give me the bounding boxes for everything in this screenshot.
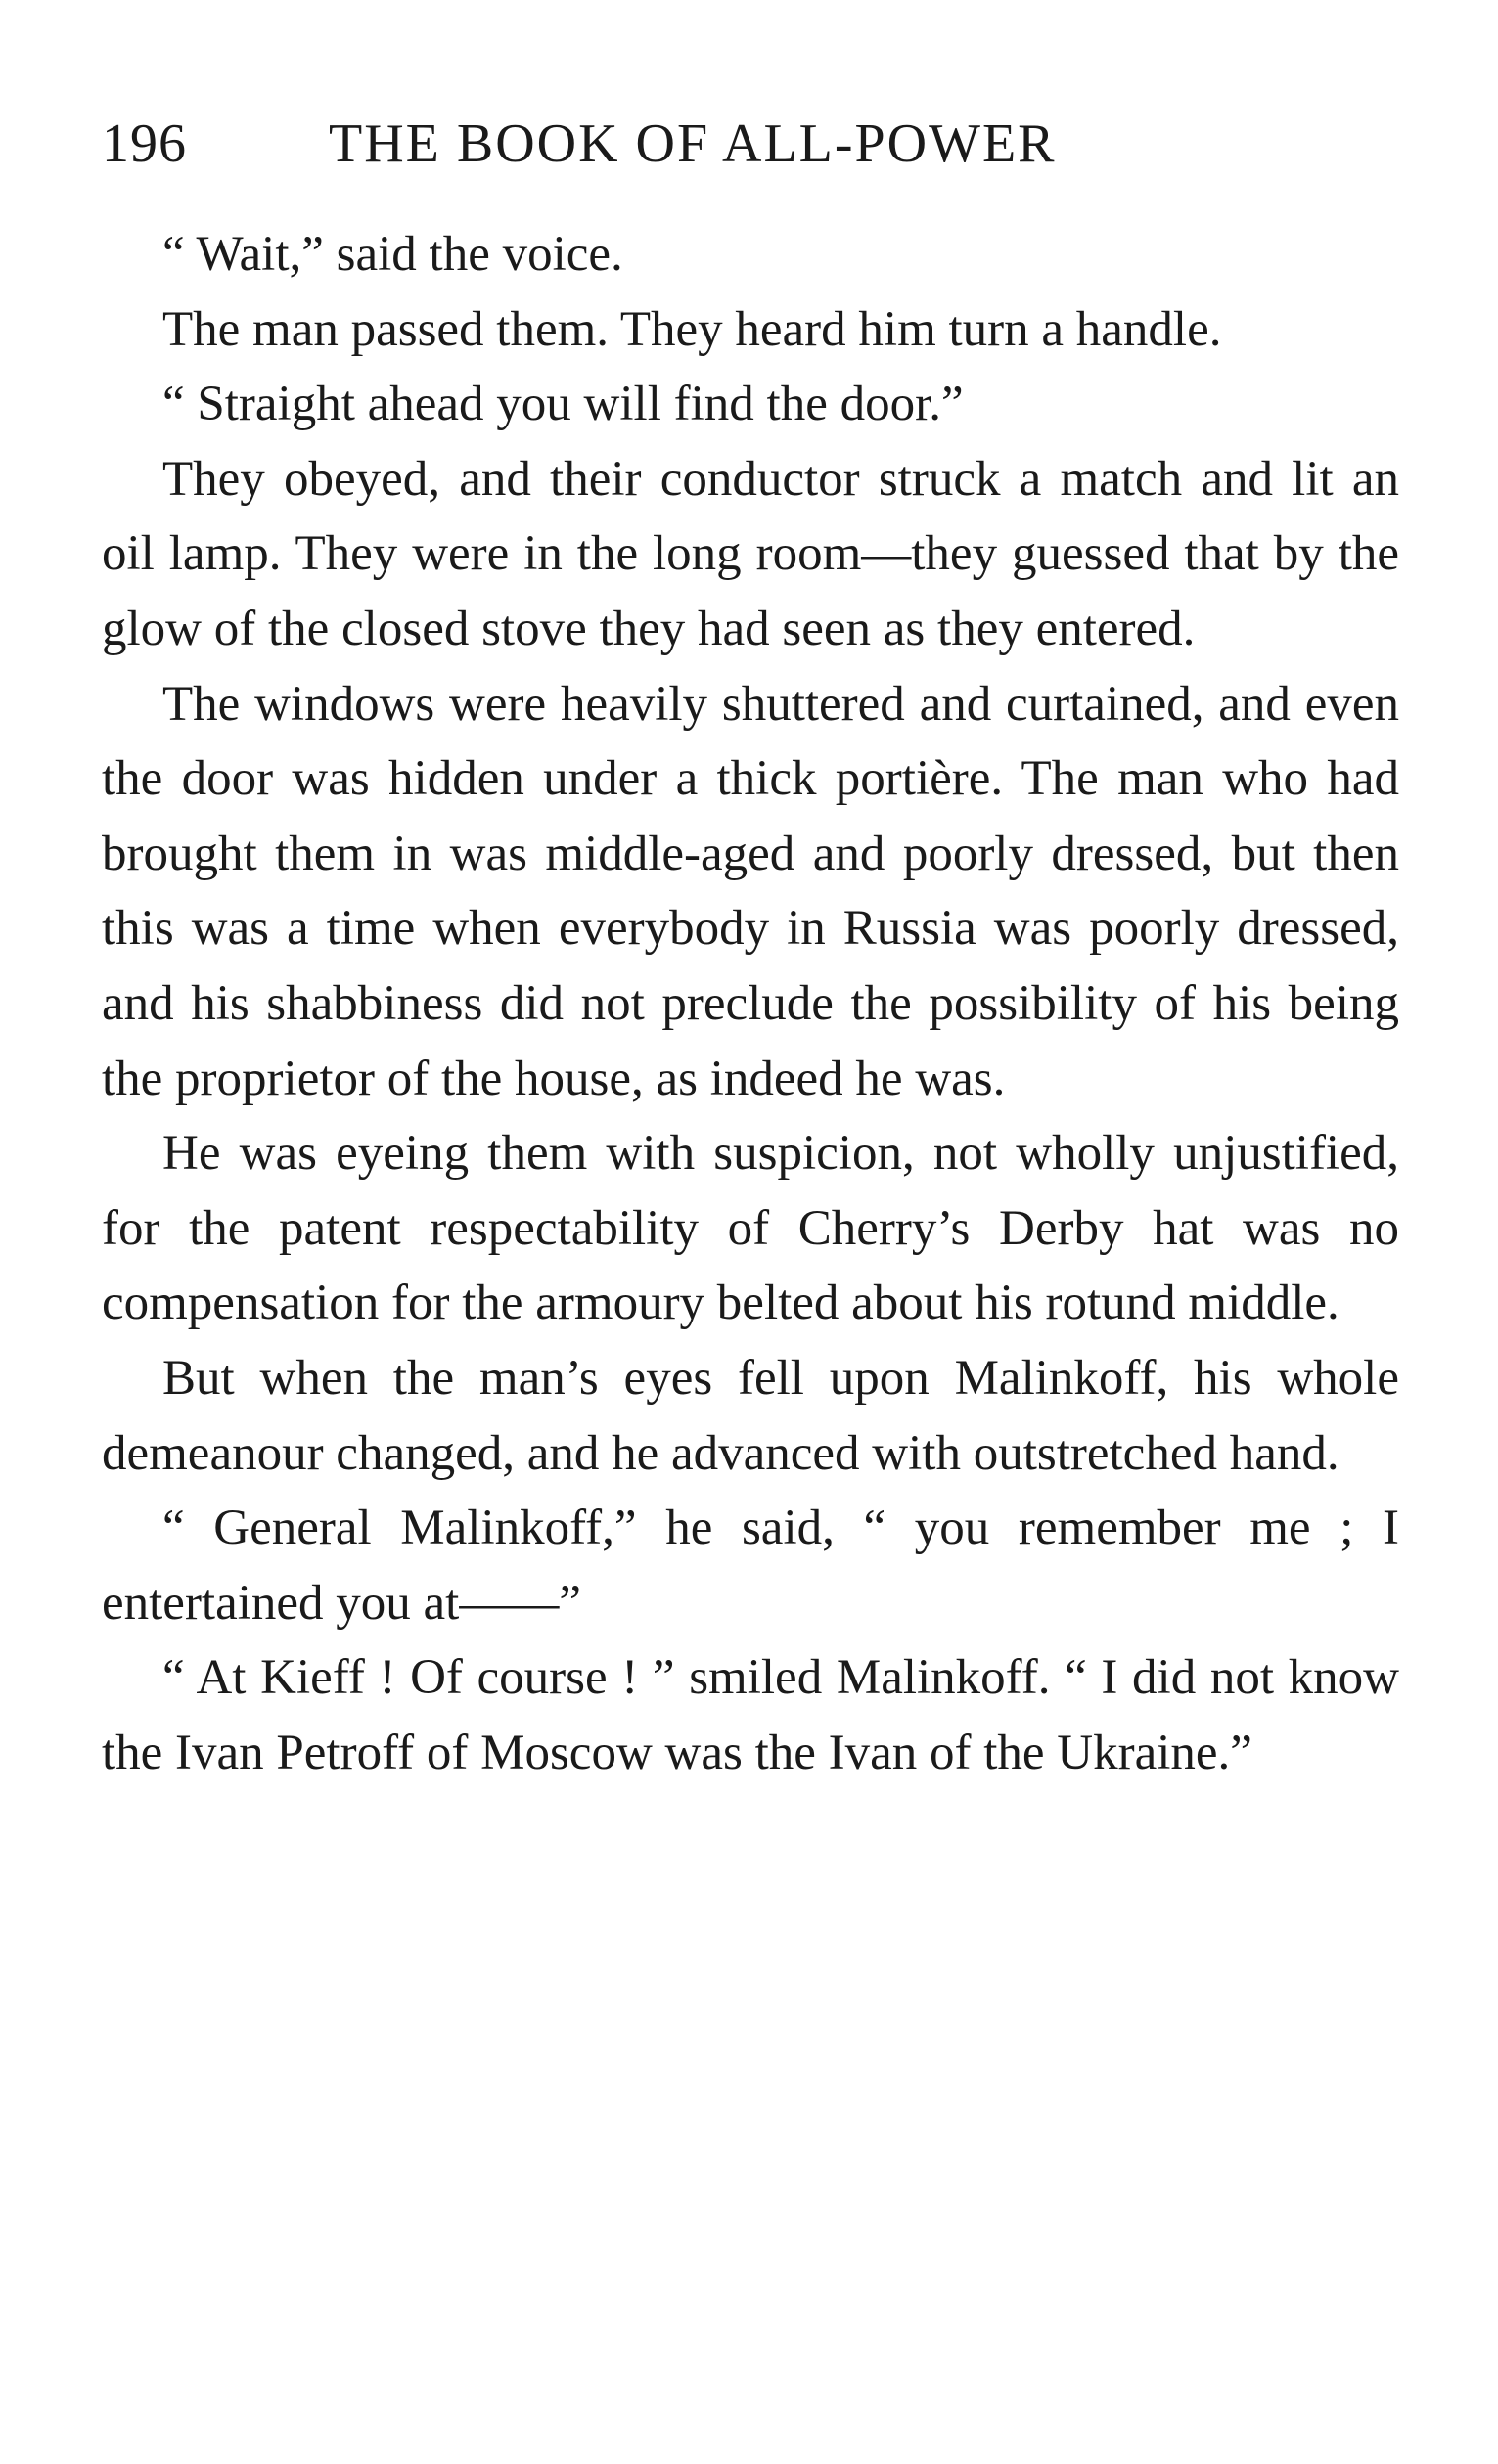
text-body bbox=[102, 217, 1399, 1790]
paragraph-eyeing: He was eyeing them with suspicion, not wholly unjustified, for the patent respectability of Cherry’s Derby hat was no compensation for the armoury belted about his rotund middle. bbox=[102, 1126, 1399, 1331]
paragraph-general: “ General Malinkoff,” he said, “ you remember me ; I entertained you at——” bbox=[102, 1501, 1399, 1631]
running-head bbox=[102, 110, 1413, 178]
paragraph-wait: “ Wait,” said the voice. bbox=[162, 227, 623, 282]
running-title: THE BOOK OF ALL-POWER bbox=[329, 113, 1057, 174]
paragraph-windows: The windows were heavily shuttered and curtained, and even the door was hidden under a thick portière. The man who had brought them in was middle-aged and poorly dressed, but then this was a time when everybody in Russia was poorly dressed, and his shabbiness did not preclude the possibility of his being the proprietor of the house, as indeed he was. bbox=[102, 676, 1399, 1106]
paragraph-they-obeyed: They obeyed, and their conductor struck a match and lit an oil lamp. They were in the long room—they guessed that by the glow of the closed stove they had seen as they entered. bbox=[102, 451, 1399, 656]
paragraph-kieff: “ At Kieff ! Of course ! ” smiled Malinkoff. “ I did not know the Ivan Petroff of Moscow was the Ivan of the Ukraine.” bbox=[102, 1650, 1399, 1780]
paragraph-straight-ahead: “ Straight ahead you will find the door.” bbox=[162, 377, 964, 432]
paragraph-malinkoff: But when the man’s eyes fell upon Malinkoff, his whole demeanour changed, and he advanced with outstretched hand. bbox=[102, 1350, 1399, 1481]
page-number: 196 bbox=[102, 113, 187, 174]
paragraph-man-passed: The man passed them. They heard him turn a handle. bbox=[162, 301, 1222, 357]
